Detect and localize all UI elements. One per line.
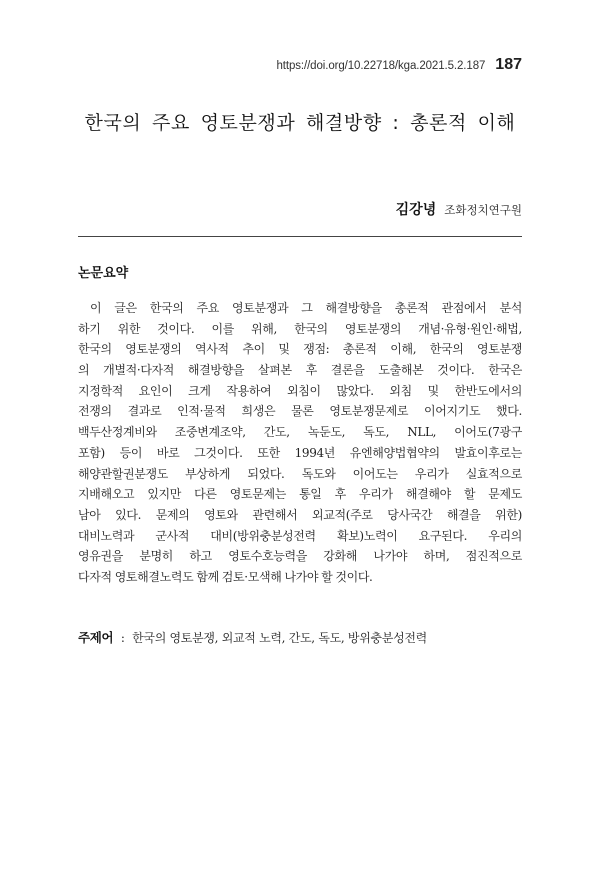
abstract-line: 지정학적 요인이 크게 작용하여 외침이 많았다. 외침 및 한반도에서의	[78, 383, 522, 398]
keywords-line	[78, 628, 522, 646]
doi-link[interactable]: https://doi.org/10.22718/kga.2021.5.2.187	[276, 60, 486, 72]
paper-title: 한국의 주요 영토분쟁과 해결방향 : 총론적 이해	[84, 112, 516, 134]
abstract-line: 대비노력과 군사적 대비(방위충분성전력 확보)노력이 요구된다. 우리의	[78, 528, 522, 543]
section-divider	[78, 236, 522, 237]
abstract-line: 전쟁의 결과로 인적·물적 희생은 물론 영토분쟁문제로 이어지기도 했다.	[78, 404, 522, 419]
abstract-line: 포함) 등이 바로 그것이다. 또한 1994년 유엔해양법협약의 발효이후로는	[78, 445, 522, 460]
abstract-line: 다자적 영토해결노력도 함께 검토·모색해 나가야 할 것이다.	[78, 569, 373, 584]
abstract-line: 영유권을 분명히 하고 영토수호능력을 강화해 나가야 하며, 점진적으로	[78, 549, 522, 564]
abstract-line: 남아 있다. 문제의 영토와 관련해서 외교적(주로 당사국간 해결을 위한)	[78, 507, 522, 522]
keywords-separator: :	[120, 631, 125, 645]
author-line	[396, 199, 522, 219]
abstract-line: 의 개별적·다자적 해결방향을 살펴본 후 결론을 도출해본 것이다. 한국은	[78, 363, 522, 378]
abstract-line: 해양관할권분쟁도 부상하게 되었다. 독도와 이어도는 우리가 실효적으로	[78, 466, 522, 481]
abstract-body	[78, 298, 522, 588]
abstract-line: 백두산정계비와 조중변계조약, 간도, 녹둔도, 독도, NLL, 이어도(7광구	[78, 425, 522, 440]
author-name: 김강녕	[395, 202, 437, 218]
page-number: 187	[495, 56, 522, 73]
abstract-line: 한국의 영토분쟁의 역사적 추이 및 쟁점: 총론적 이해, 한국의 영토분쟁	[78, 342, 522, 357]
abstract-line: 이 글은 한국의 주요 영토분쟁과 그 해결방향을 총론적 관점에서 분석	[90, 301, 522, 315]
abstract-line: 하기 위한 것이다. 이를 위해, 한국의 영토분쟁의 개념·유형·원인·해법,	[78, 321, 522, 336]
abstract-line: 지배해오고 있지만 다른 영토문제는 통일 후 우리가 해결해야 할 문제도	[78, 487, 522, 502]
abstract-heading: 논문요약	[78, 266, 129, 281]
author-affiliation: 조화정치연구원	[444, 203, 522, 217]
keywords-label: 주제어	[78, 630, 114, 645]
running-header	[276, 56, 522, 74]
keywords-text: 한국의 영토분쟁, 외교적 노력, 간도, 독도, 방위충분성전력	[132, 631, 427, 645]
